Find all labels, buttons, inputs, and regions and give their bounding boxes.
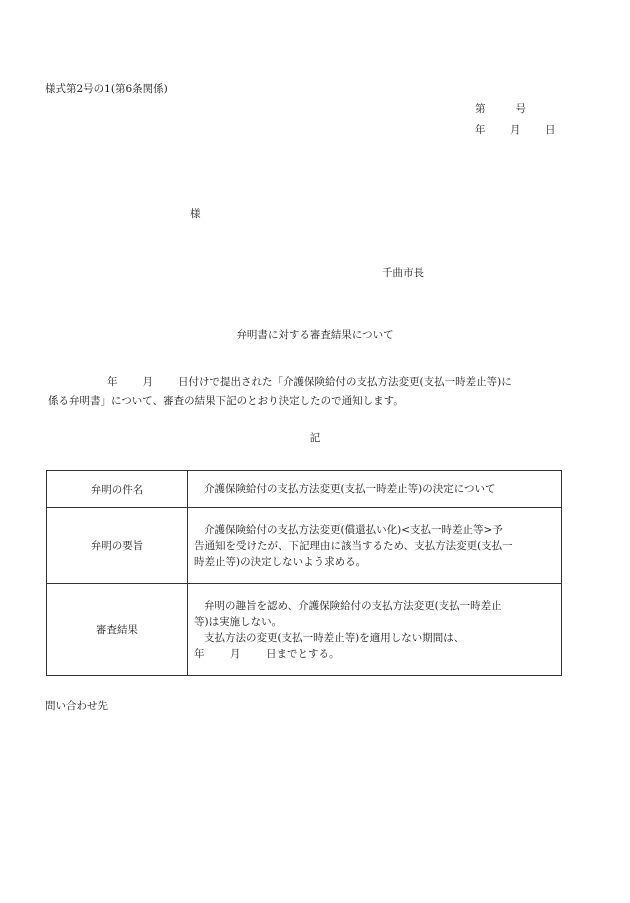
body-line-2: 係る弁明書」について、審査の結果下記のとおり決定したので通知します。 [48, 395, 404, 407]
table-row [47, 508, 562, 584]
date-day: 日 [545, 124, 556, 136]
document-date [475, 125, 556, 136]
row-value-subject: 介護保険給付の支払方法変更(支払一時差止等)の決定について [188, 471, 562, 508]
form-number-label: 様式第2号の1(第6条関係) [45, 83, 168, 95]
table-row [47, 471, 562, 508]
ki-heading: 記 [309, 432, 321, 444]
number-suffix: 号 [515, 103, 526, 115]
period-line: 年 月 日までとする。 [194, 647, 340, 660]
row-label-result: 審査結果 [47, 584, 188, 676]
table-row [47, 584, 562, 676]
sender-name: 千曲市長 [382, 267, 424, 279]
contact-label: 問い合わせ先 [45, 700, 108, 712]
row-label-subject: 弁明の件名 [47, 471, 188, 508]
document-number [475, 104, 526, 115]
row-value-result: 弁明の趣旨を認め、介護保険給付の支払方法変更(支払一時差止 等)は実施しない。 支払方法の変更(支払一時差止等)を適用しない期間は、 年 月 日までとする。 [188, 584, 562, 676]
date-month: 月 [510, 124, 521, 136]
number-prefix: 第 [475, 103, 486, 115]
body-line-1: 年 月 日付けで提出された「介護保険給付の支払方法変更(支払一時差止等)に [107, 376, 512, 388]
row-label-summary: 弁明の要旨 [47, 508, 188, 584]
document-title: 弁明書に対する審査結果について [236, 329, 394, 341]
row-value-summary: 介護保険給付の支払方法変更(償還払い化)<支払一時差止等>予 告通知を受けたが、下記理由に該当するため、支払方法変更(支払一 時差止等)の決定しないよう求める。 [188, 508, 562, 584]
body-paragraph [48, 373, 568, 411]
result-table [46, 470, 562, 676]
date-year: 年 [475, 124, 486, 136]
addressee: 様 [190, 208, 201, 220]
